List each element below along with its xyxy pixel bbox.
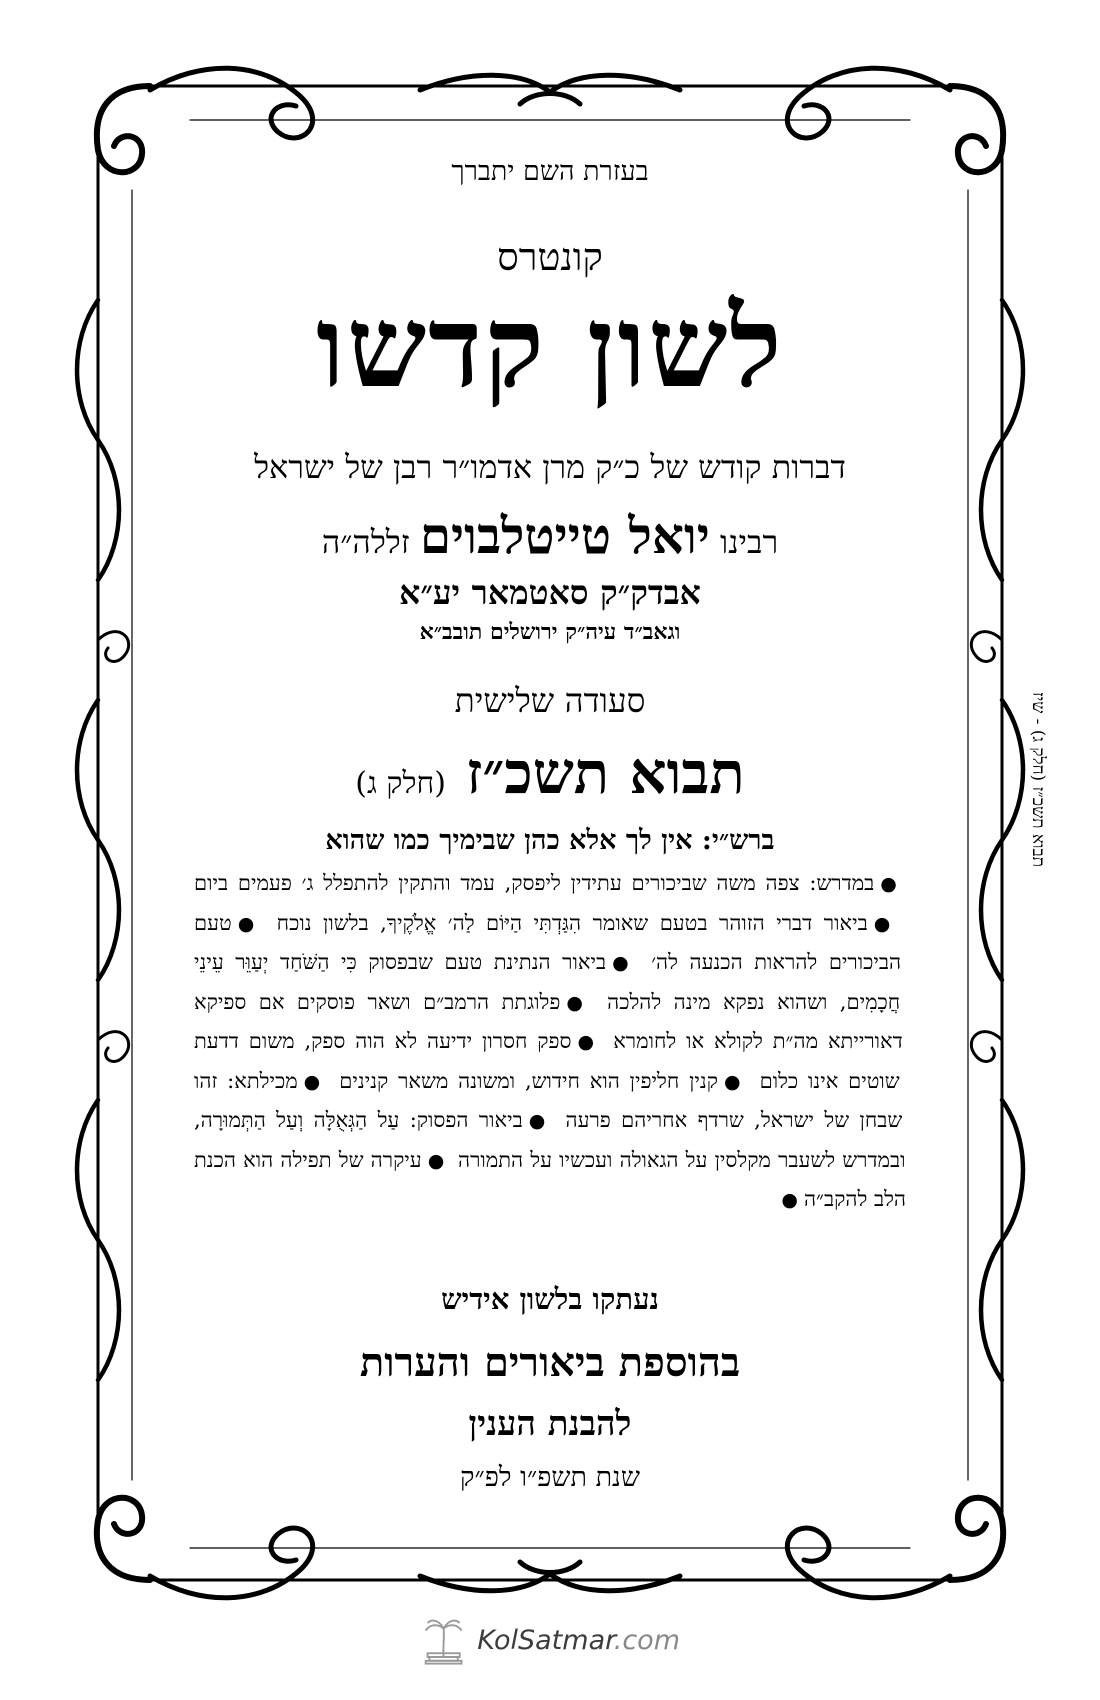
bullet-icon: ● bbox=[427, 1149, 445, 1172]
bullet-icon: ● bbox=[873, 912, 896, 935]
topic-item bbox=[194, 871, 906, 895]
bullet-icon: ● bbox=[880, 873, 900, 895]
topic-text: עיקרה של תפילה הוא הכנת הלב להקב״ה bbox=[194, 1147, 906, 1211]
additions-note: בהוספת ביאורים והערות bbox=[359, 1338, 741, 1386]
blessing-text: בעזרת השם יתברך bbox=[451, 156, 649, 187]
author-title: אבדק״ק סאטמאר יע״א bbox=[399, 573, 701, 612]
bullet-icon: ● bbox=[577, 1031, 598, 1053]
understanding-note: להבנת הענין bbox=[468, 1403, 632, 1444]
author-name-line bbox=[178, 506, 922, 565]
translation-note: נעתקו בלשון אידיש bbox=[441, 1281, 659, 1316]
kuntres-label: קונטרס bbox=[497, 235, 603, 279]
parsha-part: (חלק ג) bbox=[355, 766, 446, 801]
bullet-icon: ● bbox=[612, 952, 634, 974]
topic-item bbox=[277, 911, 901, 935]
parsha-heading bbox=[178, 739, 922, 807]
bullet-icon: ● bbox=[237, 912, 260, 935]
bullet-icon: ● bbox=[724, 1070, 744, 1093]
topic-text: ביאור דברי הזוהר בטעם שאומר הִגַּדְתִּי הַיּוֹם לַה׳ אֱלֹקֶיךָ, בלשון נוכח bbox=[276, 910, 868, 935]
logo-domain: .com bbox=[613, 1624, 680, 1656]
bullet-icon: ● bbox=[303, 1070, 324, 1093]
author-suffix: זללה״ה bbox=[321, 523, 410, 561]
title-page bbox=[178, 148, 922, 1508]
event-name: סעודה שלישית bbox=[454, 681, 646, 720]
author-subtitle: וגאב״ד עיה״ק ירושלים תובב״א bbox=[419, 619, 681, 645]
topic-text: ספק חסרון ידיעה לא הוה ספק, משום דדעת שוטים אינו כלום bbox=[194, 1029, 900, 1093]
logo-text bbox=[477, 1625, 680, 1656]
parsha-name: תבוא תשכ״ז bbox=[466, 739, 745, 807]
bullet-icon: ● bbox=[566, 991, 589, 1014]
topics-list bbox=[194, 864, 906, 1220]
topic-text: מכילתא: זהו שבחן של ישראל, שרדף אחריהם פרעה bbox=[194, 1068, 903, 1132]
topic-text: פלוגתת הרמב״ם ושאר פוסקים אם ספיקא דאורייתא מה״ת לקולא או לחומרא bbox=[194, 989, 903, 1053]
topic-text: קנין חליפין הוא חידוש, ומשונה משאר קנינים bbox=[339, 1068, 719, 1093]
logo-name: KolSatmar bbox=[477, 1624, 614, 1656]
palm-tree-books-icon bbox=[420, 1614, 467, 1666]
topic-text: במדרש: צפה משה שביכורים עתידין ליפסק, עמד והתקין להתפלל ג׳ פעמים ביום bbox=[194, 871, 875, 895]
topic-text: טעם הביכורים להראות הכנעה לה׳ bbox=[194, 910, 902, 974]
author-intro: דברות קודש של כ״ק מרן אדמו״ר רבן של ישראל bbox=[254, 448, 846, 486]
topic-text: ביאור הפסוק: עַל הַגְּאֻלָּה וְעַל הַתְּמוּרָה, ובמדרש לשעבר מקלסין על הגאולה ועכשיו על התמורה bbox=[194, 1108, 906, 1172]
author-name: יואל טייטלבוים bbox=[419, 506, 710, 565]
bullet-icon: ● bbox=[781, 1189, 798, 1211]
side-page-label: תבוא תשכ״ז (חלק ג) - שיז bbox=[1028, 692, 1048, 868]
topic-text: ביאור הנתינת טעם שבפסוק כִּי הַשֹּׁחַד יְעַוֵּר עֵינֵי חֲכָמִים, ושהוא נפקא מינה להלכה bbox=[194, 950, 901, 1014]
topic-item bbox=[339, 1069, 750, 1093]
bullet-icon: ● bbox=[528, 1110, 550, 1132]
author-prefix: רבינו bbox=[720, 523, 779, 561]
kolsatmar-logo[interactable] bbox=[420, 1614, 680, 1666]
rashi-quote: ברש״י: אין לך אלא כהן שבימיך כמו שהוא bbox=[325, 825, 775, 856]
main-title: לשון קדשו bbox=[316, 282, 784, 413]
publication-year: שנת תשפ״ו לפ״ק bbox=[460, 1461, 640, 1493]
